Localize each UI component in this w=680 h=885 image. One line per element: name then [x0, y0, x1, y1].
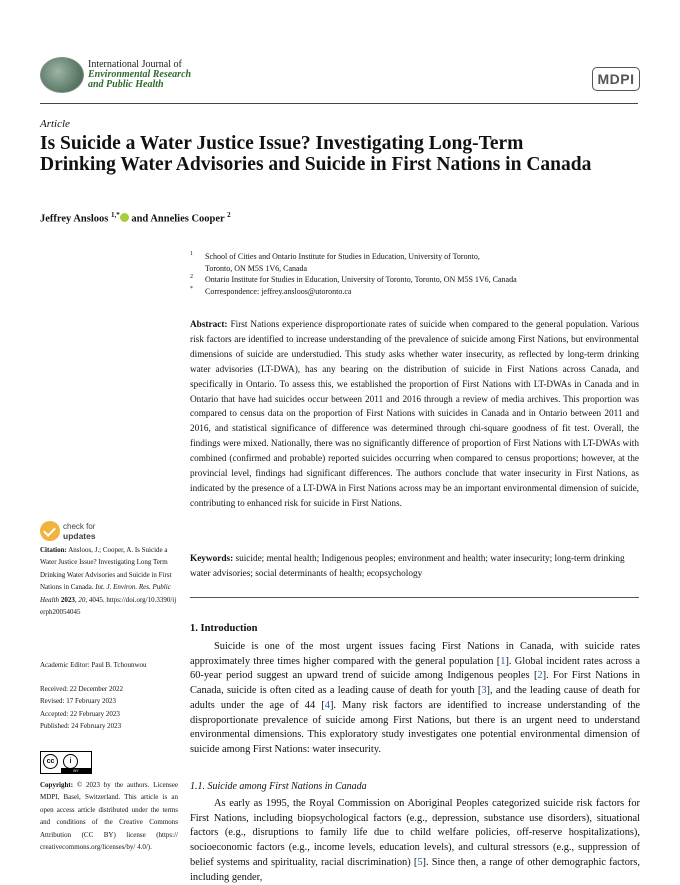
academic-editor: Academic Editor: Paul B. Tchounwou	[40, 661, 147, 669]
citation-volume: 20	[78, 595, 86, 604]
affiliation-text: Correspondence: jeffrey.ansloos@utoronto.ca	[205, 286, 352, 296]
affiliation-item	[190, 286, 640, 298]
dates-block	[40, 683, 178, 733]
header-divider	[40, 103, 638, 104]
intro-text: ]. For First Nations in Canada, suicide is often cited as a leading cause of death for youth [	[190, 670, 640, 697]
journal-line-1: International Journal of	[88, 59, 182, 70]
copyright-text: © 2023 by the authors. Licensee MDPI, Basel, Switzerland. This article is an open access article distributed under the terms and conditions of the Creative Commons Attribution (CC BY) license (https:// creativecommons.org/licenses/by/ 4.0/).	[40, 781, 178, 852]
check-updates-line-2: updates	[63, 531, 96, 541]
copyright-label: Copyright:	[40, 781, 74, 789]
doi-link[interactable]: https://doi.org/10.3390/ijerph20054045	[40, 595, 177, 617]
published-date: Published: 24 February 2023	[40, 722, 122, 731]
check-updates-line-1: check for	[63, 522, 96, 531]
affiliation-mark: *	[190, 285, 193, 292]
author-1-affil: 1,*	[110, 211, 120, 219]
affiliation-item	[190, 274, 640, 286]
abstract	[190, 318, 639, 512]
citation-ref[interactable]: 2	[537, 670, 543, 682]
citation-ref[interactable]: 5	[417, 856, 423, 868]
citation-year: 2023	[60, 595, 75, 604]
abstract-text: First Nations experience disproportionate rates of suicide when compared to the general population. Various risk factors are identified to increase understanding of the prevalence of suicide among First Nations, but environmental dimensions of suicide are understudied. This study asks whether water insecurity, as reflected by long-term drinking water advisories (LT-DWA), has any bearing on the distribution of suicide in First Nations across Canada, and specifically in Ontario. To assess this, we established the proportion of First Nations with LT-DWAs in Canada and in Ontario that have had suicides occur between 2011 and 2016 through a review of media archives. This proportion was compared to census data on the proportion of First Nations with suicides in Canada and in Ontario between 2011 and 2016, and statistical significance of difference was determined through chi-square goodness of fit test. Overall, the findings were mixed. Nationally, there was no significantly difference of proportion of First Nations with LT-DWAs with combined (confirmed and probable) reported suicides occurring when compared to census proportions; however, at the provincial level, findings had significant differences. The authors conclude that water insecurity in First Nations, as indicated by the presence of a LT-DWA in First Nations across may be an important environmental dimension of suicide, contributing to enhanced risk for suicide in First Nations.	[190, 320, 639, 509]
author-conjunction: and	[128, 213, 151, 225]
journal-name	[88, 60, 191, 90]
cc-icon: cc	[43, 754, 58, 769]
article-type: Article	[40, 118, 70, 130]
citation-block: Citation: Ansloos, J.; Cooper, A. Is Suicide a Water Justice Issue? Investigating Long Term Drinking Water Advisories and Suicide in First Nations in Canada. Int. J. Environ. Res. Public Health 2023, 20, 4045. https://doi.org/10.3390/ijerph20054045	[40, 546, 177, 617]
intro-paragraph-1	[190, 640, 640, 758]
affiliation-text: School of Cities and Ontario Institute for Studies in Education, University of Toronto,	[205, 252, 480, 261]
subsection-heading: 1.1. Suicide among First Nations in Canada	[190, 781, 367, 792]
revised-date: Revised: 17 February 2023	[40, 697, 117, 706]
journal-line-2: Environmental Research	[88, 69, 192, 80]
intro-text: ]. Since then, a range of other demographic factors, including gender,	[190, 856, 640, 883]
journal-line-3: and Public Health	[88, 79, 164, 90]
citation-page: , 4045.	[85, 595, 105, 604]
intro-text: ]. Global incident rates across a 60-year period suggest an upward trend of suicide among Indigenous peoples [	[190, 655, 640, 682]
received-date: Received: 22 December 2022	[40, 685, 123, 693]
mdpi-logo[interactable]: MDPI	[592, 67, 640, 91]
affiliation-mark: 2	[190, 274, 193, 280]
affiliations	[190, 251, 640, 297]
citation-text: Ansloos, J.; Cooper, A. Is Suicide a Water Justice Issue? Investigating Long Term Drinking Water Advisories and Suicide in First Nations in Canada.	[40, 546, 172, 592]
intro-paragraph-2	[190, 797, 640, 885]
affiliation-mark: 1	[190, 251, 193, 257]
journal-logo-icon	[40, 57, 84, 93]
by-label: BY	[61, 768, 91, 773]
article-title: Is Suicide a Water Justice Issue? Investigating Long-Term Drinking Water Advisories and Suicide in First Nations in Canada	[40, 133, 592, 175]
citation-label: Citation:	[40, 546, 67, 554]
affiliation-text: Toronto, ON M5S 1V6, Canada	[205, 263, 308, 273]
author-2[interactable]: Annelies Cooper	[150, 213, 225, 225]
intro-text: Suicide is one of the most urgent issues facing First Nations in Canada, with suicide rates approximately three times higher compared with the general population [	[190, 641, 640, 667]
abstract-label: Abstract:	[190, 320, 228, 330]
affiliation-item	[190, 251, 640, 263]
keywords-label: Keywords:	[190, 554, 234, 564]
section-heading-introduction: 1. Introduction	[190, 623, 258, 634]
copyright-block	[40, 779, 178, 853]
accepted-date: Accepted: 22 February 2023	[40, 709, 120, 718]
author-2-affil: 2	[227, 211, 231, 219]
section-divider	[190, 597, 639, 598]
citation-ref[interactable]: 3	[481, 685, 487, 697]
intro-text: ]. Many risk factors are identified to increase understanding of the disproportionate prevalence of suicide among First Nations, but there is an urgent need to understand environmental dimensions. This exploratory study investigates one potential environmental dimension of suicide among First Nations: water insecurity.	[190, 699, 641, 755]
citation-ref[interactable]: 1	[500, 655, 506, 667]
orcid-icon[interactable]	[120, 213, 129, 222]
cc-by-license-badge[interactable]	[40, 751, 92, 774]
intro-text: As early as 1995, the Royal Commission on Aboriginal Peoples categorized suicide risk factors for First Nations, including biopsychological factors (e.g., depression, substance use disorders), situational factors (e.g., disruptions to family life due to child welfare policies, off-reserve hospitalizations), socioeconomic factors (e.g., income levels, education levels), and cultural stressors (e.g., suppression of belief systems and spirituality, racial discrimination) [	[190, 798, 640, 868]
attribution-icon: i	[63, 754, 78, 769]
affiliation-text: Ontario Institute for Studies in Education, University of Toronto, Toronto, ON M5S 1V6, Canada	[205, 275, 517, 284]
intro-text: ], and the leading cause of death for adults under the age of 44 [	[190, 685, 640, 711]
affiliation-item	[190, 263, 640, 275]
author-list	[40, 211, 231, 225]
citation-ref[interactable]: 4	[324, 699, 330, 711]
keywords	[190, 552, 639, 582]
citation-journal: Int. J. Environ. Res. Public Health	[40, 583, 171, 604]
check-updates-icon	[40, 521, 60, 541]
author-1[interactable]: Jeffrey Ansloos	[40, 213, 109, 225]
keywords-text: suicide; mental health; Indigenous peoples; environment and health; water insecurity; long-term drinking water advisories; social determinants of health; ecopsychology	[190, 554, 625, 579]
